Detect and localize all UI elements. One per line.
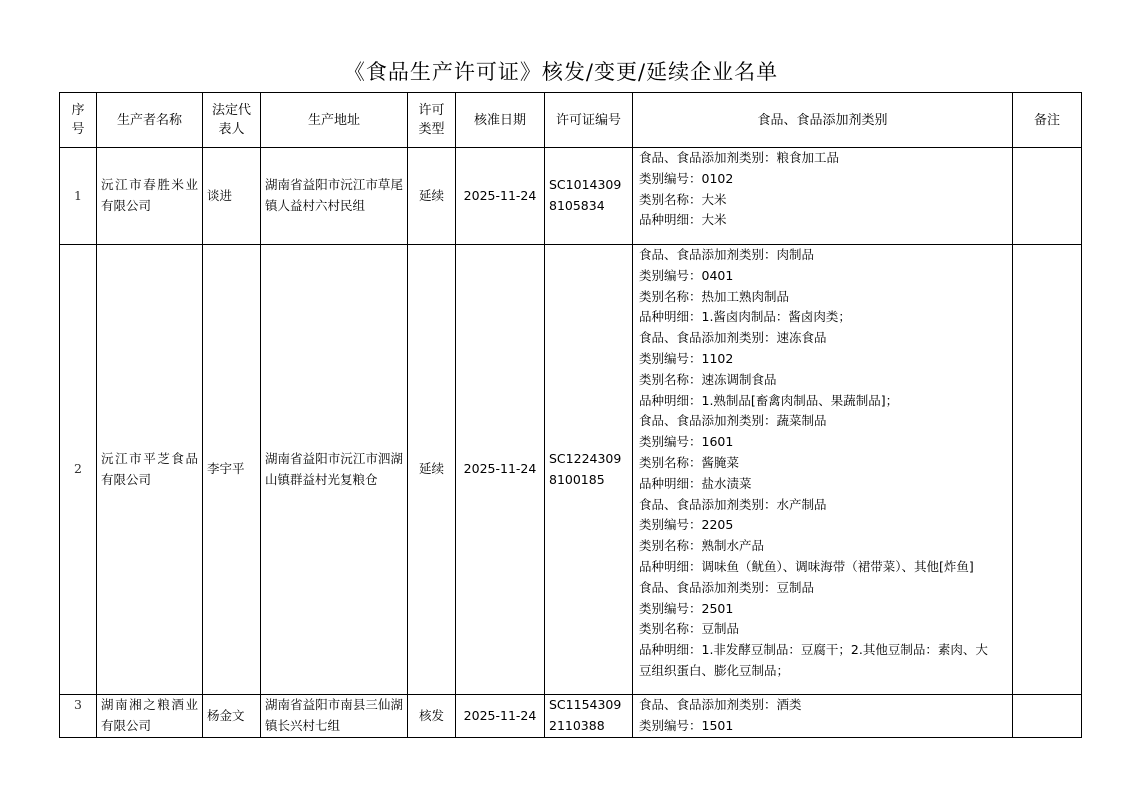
row-date: 2025-11-24 — [456, 148, 545, 245]
row-address: 湖南省益阳市沅江市泗湖山镇群益村光复粮仓 — [261, 245, 408, 695]
page-title: 《食品生产许可证》核发/变更/延续企业名单 — [343, 60, 779, 84]
row-seq: 1 — [60, 148, 97, 245]
row-license: SC12243098100185 — [545, 245, 633, 695]
header-rep: 法定代表人 — [203, 93, 261, 148]
category-line: 类别编号：1501 — [639, 717, 734, 733]
row-address: 湖南省益阳市沅江市草尾镇人益村六村民组 — [261, 148, 408, 245]
category-line: 类别编号：1601 — [639, 434, 734, 450]
category-line: 类别编号：2501 — [639, 600, 734, 616]
row-category — [633, 695, 1013, 738]
category-line: 类别名称：速冻调制食品 — [639, 371, 777, 387]
row-date: 2025-11-24 — [456, 245, 545, 695]
header-date: 核准日期 — [456, 93, 545, 148]
row-remark — [1013, 148, 1082, 245]
category-line: 类别编号：0401 — [639, 267, 734, 283]
category-line: 类别名称：大米 — [639, 191, 727, 207]
row-remark — [1013, 245, 1082, 695]
row-type: 核发 — [408, 695, 456, 738]
row-name: 沅江市平芝食品有限公司 — [97, 245, 203, 695]
row-category — [633, 245, 1013, 695]
header-seq: 序号 — [60, 93, 97, 148]
row-seq: 2 — [60, 245, 97, 695]
table-row — [60, 245, 1082, 695]
row-rep: 谈进 — [203, 148, 261, 245]
category-line: 食品、食品添加剂类别：粮食加工品 — [639, 150, 840, 165]
header-address: 生产地址 — [261, 93, 408, 148]
row-rep: 杨金文 — [203, 695, 261, 738]
category-line: 食品、食品添加剂类别：酒类 — [639, 697, 802, 712]
row-type: 延续 — [408, 245, 456, 695]
category-line: 品种明细：盐水渍菜 — [639, 475, 752, 491]
header-remark: 备注 — [1013, 93, 1082, 148]
row-date: 2025-11-24 — [456, 695, 545, 738]
category-line: 类别名称：豆制品 — [639, 621, 740, 637]
category-line: 类别名称：熟制水产品 — [639, 538, 765, 554]
row-license: SC10143098105834 — [545, 148, 633, 245]
row-remark — [1013, 695, 1082, 738]
row-name: 湖南湘之粮酒业有限公司 — [97, 695, 203, 738]
category-line: 类别编号：1102 — [639, 350, 734, 366]
header-name: 生产者名称 — [97, 93, 203, 148]
row-rep: 李宇平 — [203, 245, 261, 695]
table-header-row — [60, 93, 1082, 148]
category-line: 食品、食品添加剂类别：豆制品 — [639, 579, 815, 595]
category-line: 食品、食品添加剂类别：肉制品 — [639, 247, 815, 262]
category-line: 食品、食品添加剂类别：蔬菜制品 — [639, 413, 827, 429]
category-line: 品种明细：1.非发酵豆制品：豆腐干；2.其他豆制品：素肉、大 — [639, 642, 988, 658]
row-seq: 3 — [60, 695, 97, 738]
table-row — [60, 148, 1082, 245]
category-line: 品种明细：1.酱卤肉制品：酱卤肉类； — [639, 309, 851, 325]
row-license: SC11543092110388 — [545, 695, 633, 738]
row-category — [633, 148, 1013, 245]
category-line: 类别编号：2205 — [639, 517, 734, 533]
row-type: 延续 — [408, 148, 456, 245]
category-line: 类别名称：热加工熟肉制品 — [639, 288, 790, 304]
row-address: 湖南省益阳市南县三仙湖镇长兴村七组 — [261, 695, 408, 738]
header-type: 许可类型 — [408, 93, 456, 148]
category-line: 食品、食品添加剂类别：速冻食品 — [639, 330, 827, 346]
category-line: 类别名称：酱腌菜 — [639, 454, 740, 470]
row-name: 沅江市春胜米业有限公司 — [97, 148, 203, 245]
header-category: 食品、食品添加剂类别 — [633, 93, 1013, 148]
header-license: 许可证编号 — [545, 93, 633, 148]
category-line: 类别编号：0102 — [639, 170, 734, 186]
license-table — [59, 92, 1082, 738]
table-row — [60, 695, 1082, 738]
category-line: 豆组织蛋白、膨化豆制品； — [639, 662, 790, 678]
category-line: 品种明细：大米 — [639, 212, 727, 228]
category-line: 食品、食品添加剂类别：水产制品 — [639, 496, 827, 512]
category-line: 品种明细：1.熟制品[畜禽肉制品、果蔬制品]； — [639, 392, 899, 408]
category-line: 品种明细：调味鱼（鱿鱼）、调味海带（裙带菜）、其他[炸鱼] — [639, 558, 974, 574]
